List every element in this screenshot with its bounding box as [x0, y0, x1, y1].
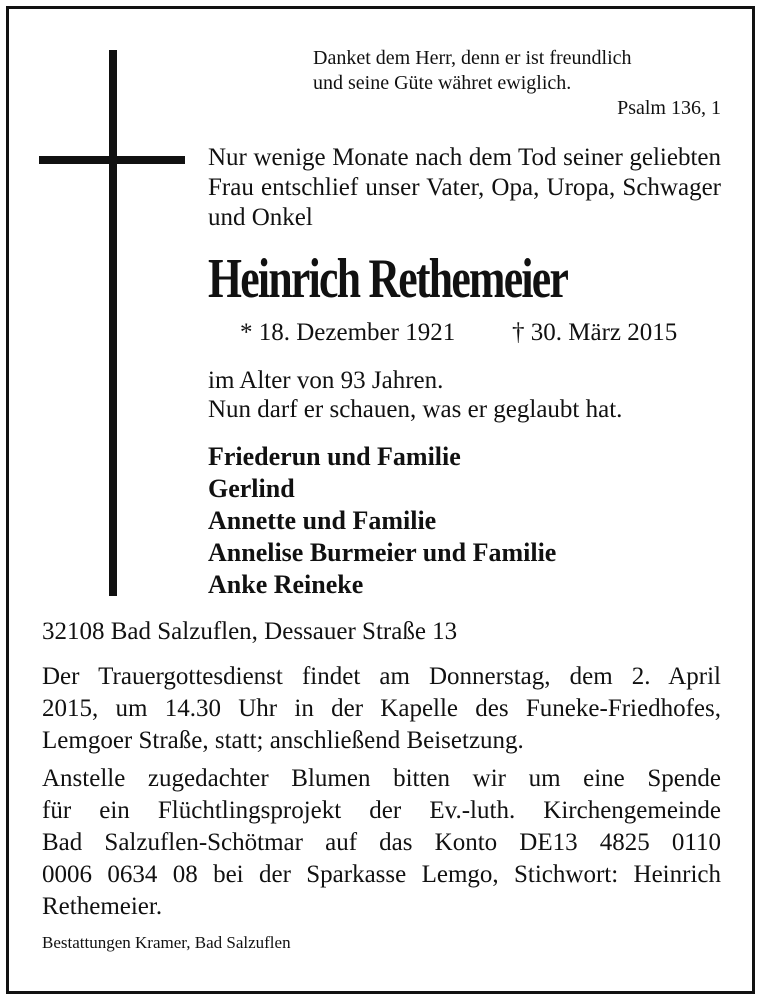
undertaker-credit: Bestattungen Kramer, Bad Salzuflen [42, 933, 291, 952]
birth-date: * 18. Dezember 1921 [240, 319, 456, 346]
mourners-list [208, 441, 721, 601]
service-line: 2015, um 14.30 Uhr in der Kapelle des Funeke-Friedhofes, [42, 695, 721, 722]
mourner: Gerlind [208, 474, 295, 503]
verse-line: Danket dem Herr, denn er ist freundlich [313, 47, 632, 69]
mourner: Annette und Familie [208, 506, 437, 535]
cross-icon [109, 50, 117, 596]
donation-notice [42, 763, 721, 923]
mourner: Friederun und Familie [208, 442, 461, 471]
donation-line: Anstelle zugedachter Blumen bitten wir um eine Spende [42, 765, 721, 792]
service-line: Der Trauergottesdienst findet am Donnerstag, dem 2. April [42, 663, 721, 690]
age-line: im Alter von 93 Jahren. [208, 367, 444, 394]
mourner: Anke Reineke [208, 570, 364, 599]
intro-text: Nur wenige Monate nach dem Tod seiner geliebten Frau entschlief unser Vater, Opa, Uropa, Schwager und Onkel [208, 144, 721, 231]
donation-line: für ein Flüchtlingsprojekt der Ev.-luth. Kirchengemeinde [42, 797, 721, 824]
bible-verse [313, 46, 721, 121]
verse-line: und seine Güte währet ewiglich. [313, 72, 572, 94]
donation-line: Rethemeier. [42, 893, 163, 920]
donation-line: 0006 0634 08 bei der Sparkasse Lemgo, Stichwort: Heinrich [42, 861, 721, 888]
deceased-name: Heinrich Rethemeier [208, 248, 568, 310]
age-text [208, 366, 721, 424]
donation-line: Bad Salzuflen-Schötmar auf das Konto DE13 4825 0110 [42, 829, 721, 856]
mourner: Annelise Burmeier und Familie [208, 538, 557, 567]
funeral-service-notice [42, 661, 721, 757]
service-line: Lemgoer Straße, statt; anschließend Beisetzung. [42, 727, 524, 754]
cross-icon-crossbar [39, 156, 185, 164]
verse-reference: Psalm 136, 1 [617, 97, 721, 119]
motto-line: Nun darf er schauen, was er geglaubt hat. [208, 396, 623, 423]
mourner-address: 32108 Bad Salzuflen, Dessauer Straße 13 [42, 618, 458, 645]
death-date: † 30. März 2015 [512, 319, 678, 346]
